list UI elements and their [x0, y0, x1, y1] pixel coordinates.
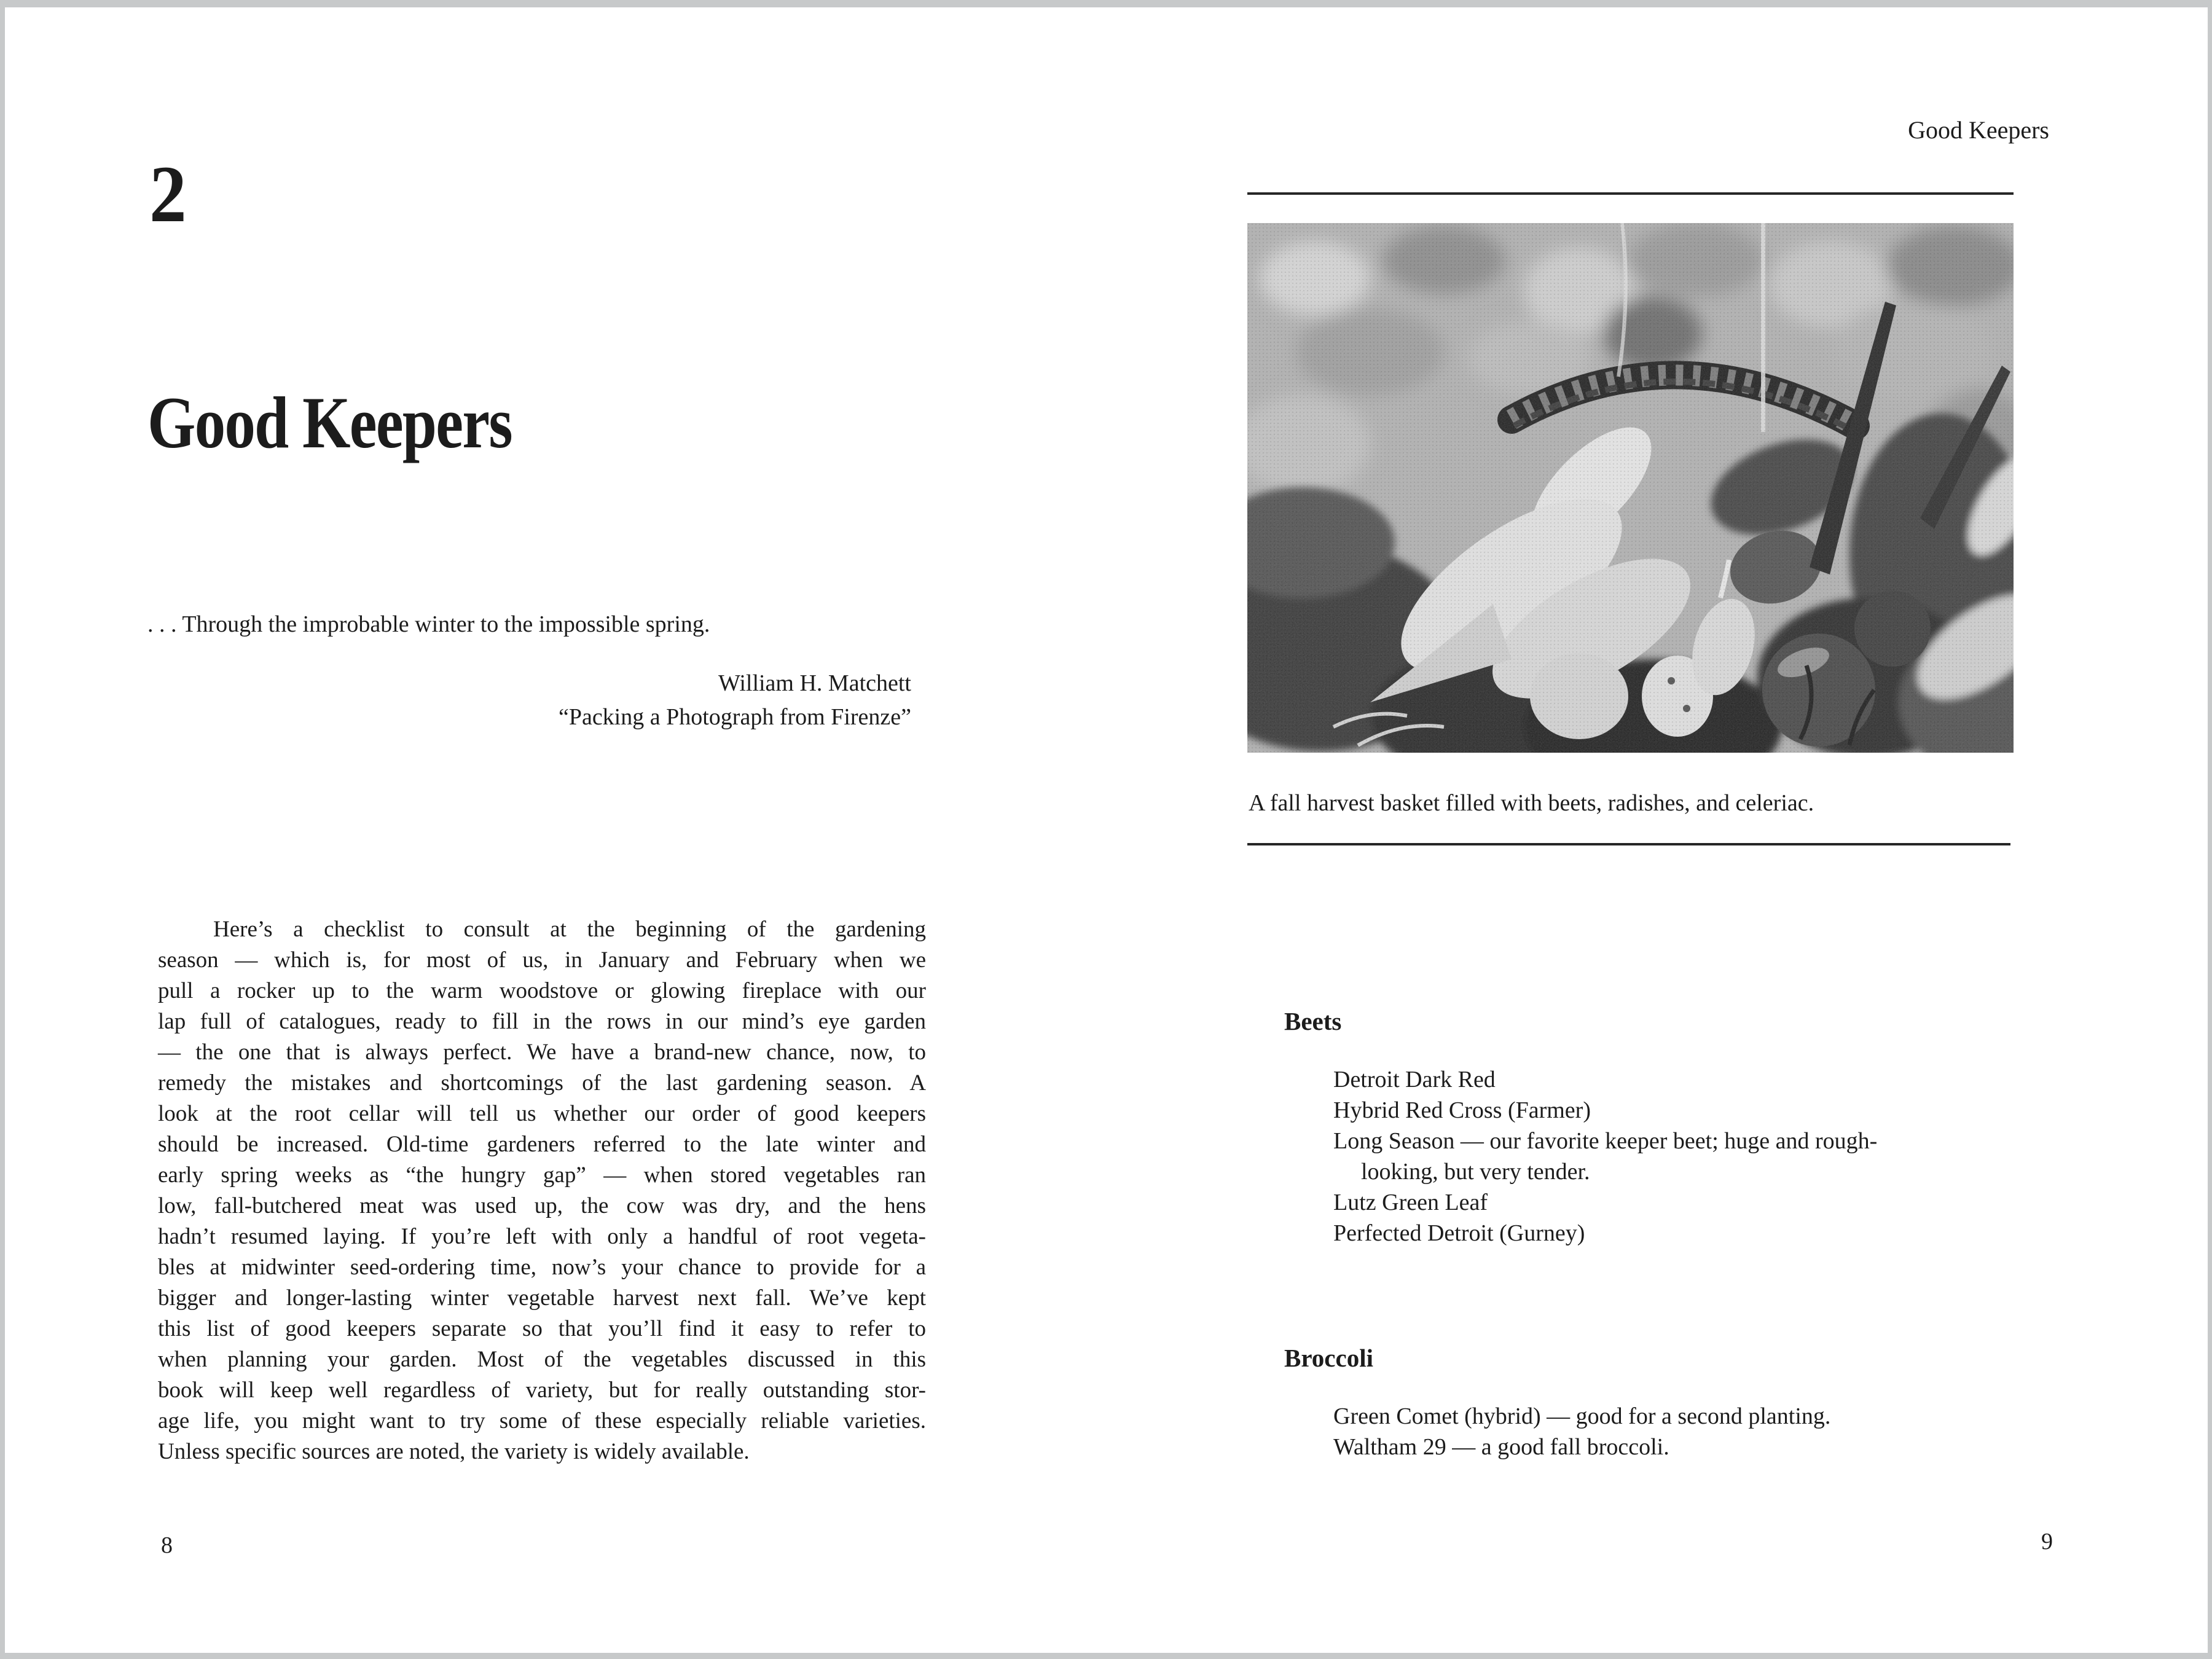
section-beets: [1284, 1009, 2101, 1249]
epigraph-quote: . . . Through the improbable winter to the impossible spring.: [147, 611, 710, 637]
page-number-right: 9: [2041, 1529, 2053, 1555]
section-heading: Beets: [1284, 1007, 1342, 1035]
body-text-line: Unless specific sources are noted, the variety is widely available.: [158, 1439, 750, 1464]
body-text-line: age life, you might want to try some of these especially reliable varieties.: [158, 1408, 926, 1433]
body-text-line: early spring weeks as “the hungry gap” — when stored vegetables ran: [158, 1163, 926, 1188]
right-page: [5, 7, 2208, 1653]
variety-item-line: Perfected Detroit (Gurney): [1333, 1220, 1585, 1246]
running-header: Good Keepers: [1908, 116, 2049, 144]
variety-item-line: looking, but very tender.: [1361, 1159, 1590, 1185]
scanned-spread: [5, 7, 2208, 1653]
body-text-line: book will keep well regardless of variety, but for really outstanding stor-: [158, 1378, 926, 1403]
variety-list: [1284, 1401, 2101, 1462]
chapter-title: Good Keepers: [147, 382, 512, 463]
page-number-left: 8: [161, 1532, 173, 1558]
body-text-line: season — which is, for most of us, in January and February when we: [158, 947, 926, 973]
variety-item-line: Detroit Dark Red: [1333, 1067, 1496, 1092]
body-text-line: should be increased. Old-time gardeners referred to the late winter and: [158, 1132, 926, 1157]
variety-sections: [5, 7, 2208, 1653]
body-text-line: bles at midwinter seed-ordering time, now’s your chance to provide for a: [158, 1255, 926, 1280]
body-text-line: this list of good keepers separate so that you’ll find it easy to refer to: [158, 1316, 926, 1341]
photo-caption: A fall harvest basket filled with beets, radishes, and celeriac.: [1249, 790, 1814, 816]
section-heading: Broccoli: [1284, 1344, 1373, 1372]
body-text-line: pull a rocker up to the warm woodstove or glowing fireplace with our: [158, 978, 926, 1003]
chapter-number: 2: [149, 149, 187, 239]
body-text-line: — the one that is always perfect. We have a brand-new chance, now, to: [158, 1040, 926, 1065]
body-text-line: bigger and longer-lasting winter vegetable harvest next fall. We’ve kept: [158, 1285, 926, 1311]
body-text-line: hadn’t resumed laying. If you’re left with only a handful of root vegeta-: [158, 1224, 926, 1249]
variety-item-line: Green Comet (hybrid) — good for a second planting.: [1333, 1403, 1831, 1429]
attribution-line: William H. Matchett: [718, 670, 911, 696]
body-text-line: lap full of catalogues, ready to fill in the rows in our mind’s eye garden: [158, 1009, 926, 1034]
variety-list: [1284, 1064, 2101, 1249]
attribution-line: “Packing a Photograph from Firenze”: [558, 704, 911, 730]
body-text-line: remedy the mistakes and shortcomings of the last gardening season. A: [158, 1070, 926, 1096]
body-text-line: low, fall-butchered meat was used up, the cow was dry, and the hens: [158, 1193, 926, 1218]
section-broccoli: [1284, 1346, 2101, 1462]
variety-item-line: Lutz Green Leaf: [1333, 1190, 1488, 1215]
body-text-line: look at the root cellar will tell us whether our order of good keepers: [158, 1101, 926, 1126]
variety-item-line: Long Season — our favorite keeper beet; huge and rough-: [1333, 1128, 1878, 1154]
book-spread: [5, 7, 2208, 1653]
body-text-line: Here’s a checklist to consult at the beginning of the gardening: [213, 917, 926, 942]
body-text-line: when planning your garden. Most of the vegetables discussed in this: [158, 1347, 926, 1372]
variety-item-line: Waltham 29 — a good fall broccoli.: [1333, 1434, 1669, 1460]
variety-item-line: Hybrid Red Cross (Farmer): [1333, 1097, 1591, 1123]
